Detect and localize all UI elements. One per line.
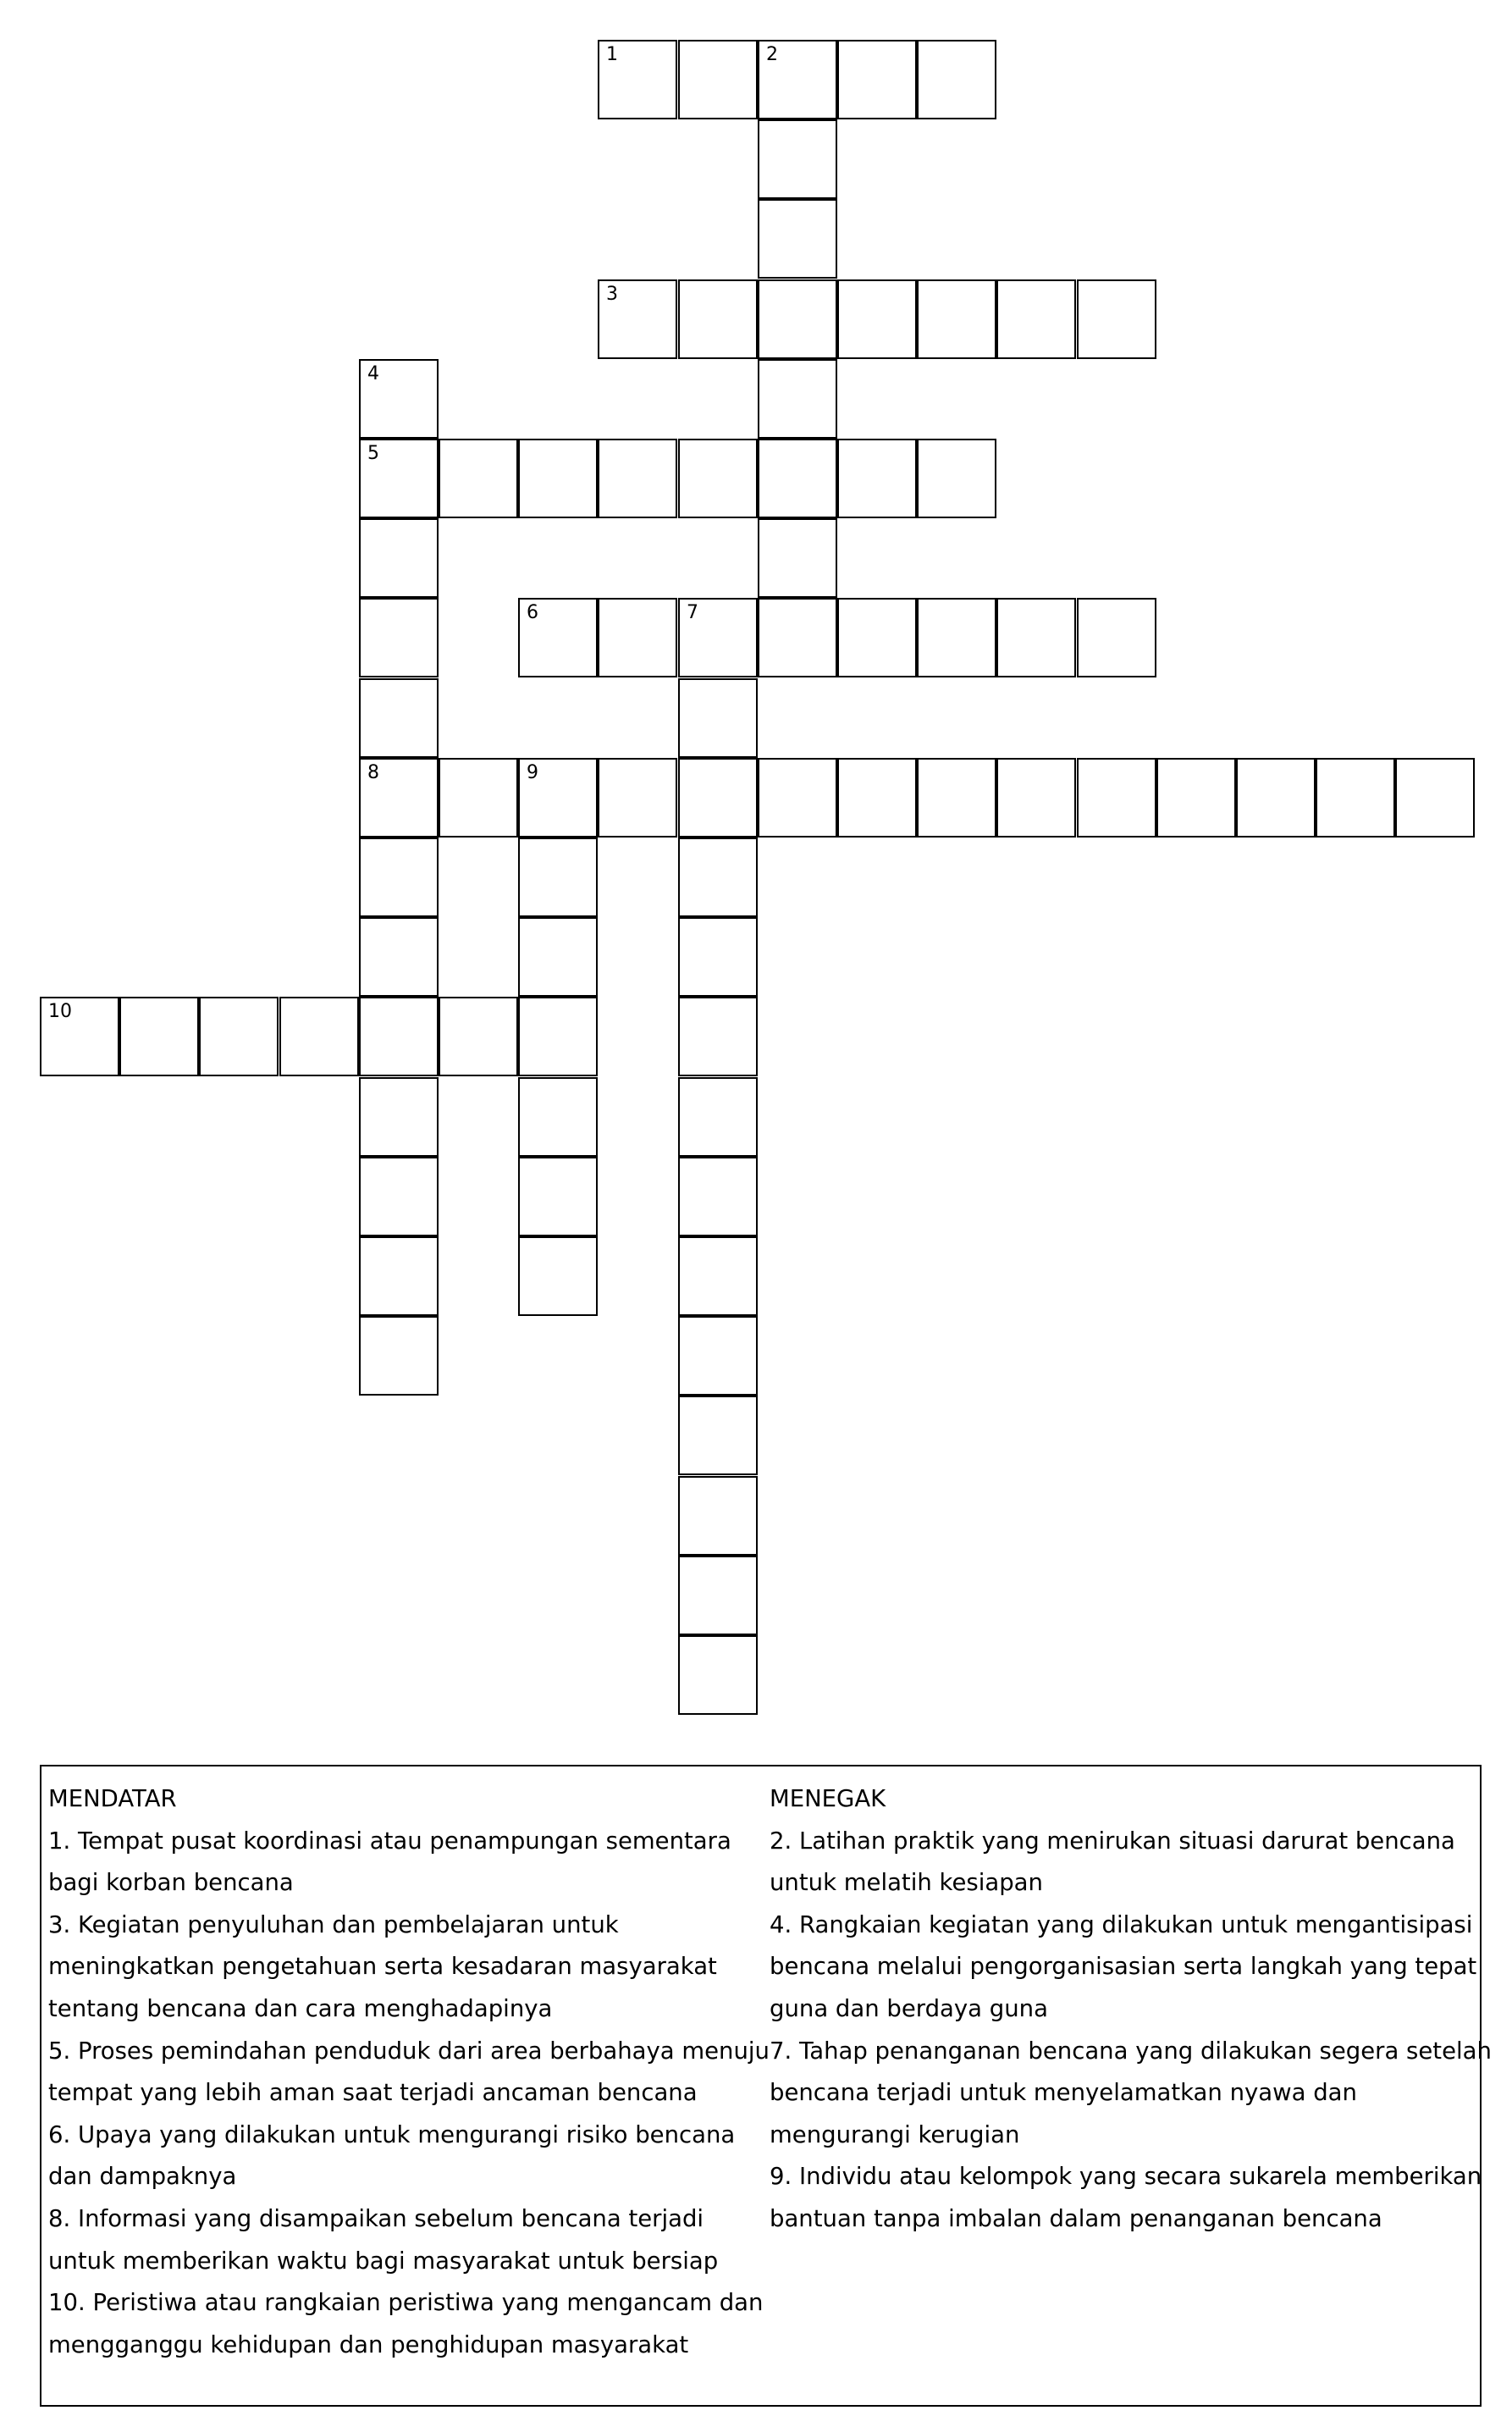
clues-box: [40, 1765, 1492, 2407]
down-heading: MENEGAK: [770, 1785, 886, 1812]
clue-line: tempat yang lebih aman saat terjadi ancaman bencana: [48, 2079, 698, 2107]
crossword-cell[interactable]: [678, 838, 758, 917]
crossword-cell[interactable]: [518, 838, 598, 917]
crossword-cell[interactable]: [758, 758, 837, 838]
clue-line: untuk melatih kesiapan: [770, 1869, 1043, 1897]
crossword-cell[interactable]: [518, 997, 598, 1076]
crossword-cell[interactable]: [837, 758, 917, 838]
across-clue-list: [48, 1821, 770, 2367]
crossword-cell[interactable]: [837, 598, 917, 677]
crossword-cell[interactable]: [678, 1396, 758, 1475]
crossword-cell[interactable]: [1077, 598, 1156, 677]
crossword-cell[interactable]: [758, 119, 837, 199]
crossword-cell[interactable]: [758, 359, 837, 439]
crossword-cell[interactable]: [678, 1316, 758, 1396]
clue-line: 7. Tahap penanganan bencana yang dilakukan segera setelah: [770, 2037, 1492, 2065]
crossword-cell[interactable]: [1316, 758, 1395, 838]
clue-line: bencana terjadi untuk menyelamatkan nyawa dan: [770, 2079, 1357, 2107]
crossword-cell[interactable]: [518, 439, 598, 518]
clue-number: 2: [766, 44, 778, 65]
crossword-cell[interactable]: [678, 1157, 758, 1236]
crossword-cell[interactable]: [678, 1635, 758, 1715]
crossword-cell[interactable]: [598, 598, 677, 677]
clue-number: 10: [48, 1001, 72, 1022]
crossword-cell[interactable]: [1077, 279, 1156, 359]
crossword-cell[interactable]: [837, 40, 917, 119]
crossword-cell[interactable]: [917, 439, 996, 518]
crossword-cell[interactable]: [40, 997, 119, 1076]
crossword-cell[interactable]: [518, 758, 598, 838]
crossword-cell[interactable]: [359, 678, 439, 758]
crossword-cell[interactable]: [279, 997, 359, 1076]
crossword-cell[interactable]: [518, 598, 598, 677]
crossword-cell[interactable]: [678, 279, 758, 359]
down-clue-list: [770, 1821, 1492, 2241]
clue-number: 3: [606, 284, 618, 305]
crossword-cell[interactable]: [598, 439, 677, 518]
across-heading: MENDATAR: [48, 1785, 177, 1812]
down-clues: [770, 1778, 1492, 2241]
clue-number: 1: [606, 44, 618, 65]
across-clues: [48, 1778, 770, 2366]
crossword-cell[interactable]: [518, 1157, 598, 1236]
crossword-cell[interactable]: [1236, 758, 1316, 838]
clue-line: mengganggu kehidupan dan penghidupan masyarakat: [48, 2330, 689, 2358]
clue-line: dan dampaknya: [48, 2163, 237, 2191]
crossword-cell[interactable]: [439, 997, 518, 1076]
crossword-cell[interactable]: [678, 598, 758, 677]
crossword-cell[interactable]: [837, 279, 917, 359]
crossword-cell[interactable]: [359, 838, 439, 917]
clue-number: 9: [527, 762, 538, 783]
clue-line: 5. Proses pemindahan penduduk dari area berbahaya menuju: [48, 2037, 770, 2065]
crossword-cell[interactable]: [598, 279, 677, 359]
crossword-cell[interactable]: [758, 598, 837, 677]
clue-number: 8: [367, 762, 379, 783]
crossword-cell[interactable]: [996, 598, 1076, 677]
crossword-cell[interactable]: [1156, 758, 1236, 838]
crossword-cell[interactable]: [758, 199, 837, 279]
clue-line: 6. Upaya yang dilakukan untuk mengurangi risiko bencana: [48, 2120, 736, 2148]
crossword-cell[interactable]: [758, 40, 837, 119]
crossword-cell[interactable]: [678, 1236, 758, 1316]
crossword-cell[interactable]: [678, 1476, 758, 1556]
crossword-cell[interactable]: [1077, 758, 1156, 838]
crossword-cell[interactable]: [518, 1077, 598, 1157]
crossword-cell[interactable]: [199, 997, 279, 1076]
crossword-cell[interactable]: [678, 678, 758, 758]
clue-line: bencana melalui pengorganisasian serta langkah yang tepat: [770, 1953, 1477, 1981]
crossword-cell[interactable]: [917, 598, 996, 677]
clue-line: 10. Peristiwa atau rangkaian peristiwa yang mengancam dan: [48, 2289, 764, 2317]
crossword-cell[interactable]: [359, 598, 439, 677]
crossword-cell[interactable]: [678, 758, 758, 838]
clue-line: 9. Individu atau kelompok yang secara sukarela memberikan: [770, 2163, 1482, 2191]
clue-line: 3. Kegiatan penyuluhan dan pembelajaran untuk: [48, 1910, 619, 1938]
clue-line: bagi korban bencana: [48, 1869, 294, 1897]
crossword-cell[interactable]: [678, 1077, 758, 1157]
crossword-cell[interactable]: [917, 279, 996, 359]
crossword-cell[interactable]: [359, 1157, 439, 1236]
crossword-cell[interactable]: [678, 439, 758, 518]
clue-line: tentang bencana dan cara menghadapinya: [48, 1994, 553, 2022]
crossword-cell[interactable]: [518, 917, 598, 997]
clue-line: 1. Tempat pusat koordinasi atau penampungan sementara: [48, 1827, 731, 1855]
crossword-cell[interactable]: [359, 1316, 439, 1396]
clue-line: 8. Informasi yang disampaikan sebelum bencana terjadi: [48, 2204, 704, 2232]
crossword-cell[interactable]: [359, 1077, 439, 1157]
crossword-cell[interactable]: [359, 1236, 439, 1316]
clue-line: mengurangi kerugian: [770, 2120, 1020, 2148]
clue-number: 7: [687, 602, 698, 623]
crossword-cell[interactable]: [359, 359, 439, 439]
crossword-cell[interactable]: [678, 1556, 758, 1635]
crossword-cell[interactable]: [359, 997, 439, 1076]
crossword-cell[interactable]: [598, 758, 677, 838]
crossword-cell[interactable]: [518, 1236, 598, 1316]
clue-line: bantuan tanpa imbalan dalam penanganan bencana: [770, 2204, 1382, 2232]
clue-number: 5: [367, 443, 379, 464]
crossword-cell[interactable]: [758, 518, 837, 598]
crossword-cell[interactable]: [837, 439, 917, 518]
crossword-cell[interactable]: [678, 40, 758, 119]
crossword-cell[interactable]: [359, 917, 439, 997]
crossword-cell[interactable]: [996, 279, 1076, 359]
crossword-cell[interactable]: [678, 997, 758, 1076]
crossword-cell[interactable]: [996, 758, 1076, 838]
crossword-cell[interactable]: [359, 518, 439, 598]
crossword-cell[interactable]: [119, 997, 199, 1076]
clue-line: 4. Rangkaian kegiatan yang dilakukan untuk mengantisipasi: [770, 1910, 1473, 1938]
crossword-cell[interactable]: [678, 917, 758, 997]
crossword-cell[interactable]: [598, 40, 677, 119]
crossword-cell[interactable]: [1395, 758, 1475, 838]
clue-line: guna dan berdaya guna: [770, 1994, 1048, 2022]
clue-line: 2. Latihan praktik yang menirukan situasi darurat bencana: [770, 1827, 1455, 1855]
crossword-cell[interactable]: [917, 758, 996, 838]
clue-line: untuk memberikan waktu bagi masyarakat untuk bersiap: [48, 2247, 719, 2275]
crossword-cell[interactable]: [758, 279, 837, 359]
crossword-cell[interactable]: [439, 439, 518, 518]
clue-number: 4: [367, 363, 379, 384]
clue-line: meningkatkan pengetahuan serta kesadaran masyarakat: [48, 1953, 717, 1981]
crossword-cell[interactable]: [917, 40, 996, 119]
crossword-cell[interactable]: [439, 758, 518, 838]
crossword-cell[interactable]: [359, 758, 439, 838]
crossword-cell[interactable]: [359, 439, 439, 518]
clue-number: 6: [527, 602, 538, 623]
crossword-cell[interactable]: [758, 439, 837, 518]
